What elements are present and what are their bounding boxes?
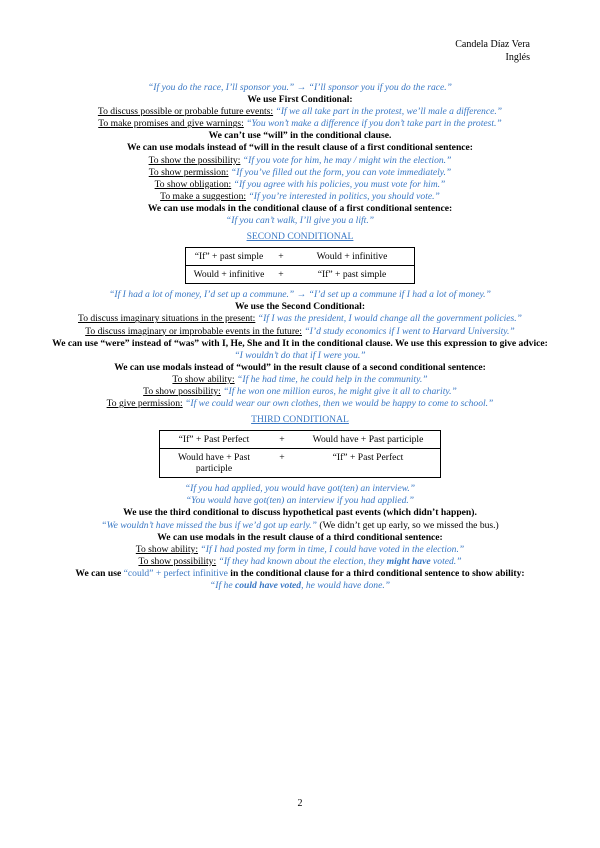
- usage-line: [40, 179, 560, 191]
- rule-text: We can use modals instead of “would” in the result clause of a second conditional sentence:: [114, 361, 486, 373]
- rule-text: We use the Second Conditional:: [234, 301, 366, 313]
- example-text: “I’d study economics if I went to Harvard University.”: [301, 325, 515, 337]
- table-cell: Would have + Past participle: [296, 431, 441, 449]
- table-cell: “If” + Past Perfect: [332, 452, 404, 464]
- usage-label: To make promises and give warnings:: [98, 118, 244, 130]
- table-cell: +: [272, 248, 290, 266]
- rule-text: We can use modals in the result clause of a third conditional sentence:: [157, 531, 443, 543]
- second-conditional-table: [185, 247, 415, 284]
- rule-text: in the conditional clause for a third conditional sentence to show ability:: [227, 567, 525, 579]
- table-row: [160, 449, 441, 478]
- example-sentence: [40, 483, 560, 495]
- rule-heading: [40, 203, 560, 215]
- usage-line: [40, 118, 560, 130]
- example-text: “If you do the race, I’ll sponsor you.” → “I’ll sponsor you if you do the race.”: [147, 82, 453, 93]
- content-body: [40, 82, 560, 592]
- rule-text: We can use modals instead of “will in the result clause of a first conditional sentence:: [127, 142, 473, 154]
- example-text: “If he: [209, 580, 235, 591]
- third-conditional-title: THIRD CONDITIONAL: [251, 414, 349, 426]
- second-conditional-title: SECOND CONDITIONAL: [246, 231, 354, 243]
- table-cell: Would + infinitive: [290, 248, 415, 266]
- example-text: “If he had time, he could help in the community.”: [234, 373, 428, 385]
- rule-heading: [40, 301, 560, 313]
- usage-line: [40, 386, 560, 398]
- rule-heading: [40, 130, 560, 142]
- third-conditional-table: [159, 430, 441, 478]
- usage-line: [40, 155, 560, 167]
- usage-label: To show possibility:: [143, 385, 221, 397]
- example-text: , he would have done.”: [301, 580, 391, 591]
- example-text: “If you vote for him, he may / might win the election.”: [240, 154, 452, 166]
- table-cell: “If” + past simple: [317, 269, 387, 281]
- second-conditional-section: [40, 289, 560, 410]
- page-number: 2: [297, 798, 303, 809]
- example-text: “We wouldn’t have missed the bus if we’d got up early.”: [101, 519, 317, 531]
- example-text: “If you’ve filled out the form, you can vote immediately.”: [228, 166, 452, 178]
- example-sentence: [40, 82, 560, 94]
- rule-text: We can use “were” instead of “was” with I, He, She and It in the conditional clause. We use this expression to give advice:: [52, 337, 548, 349]
- table-cell: “If” + past simple: [186, 248, 273, 266]
- note-text: (We didn’t get up early, so we missed the bus.): [317, 519, 499, 531]
- table-row: [186, 266, 415, 284]
- example-text: “If he won one million euros, he might give it all to charity.”: [220, 385, 457, 397]
- usage-label: To show possibility:: [138, 555, 217, 567]
- author-name: Candela Díaz Vera: [455, 39, 530, 50]
- usage-label: To show ability:: [172, 373, 235, 385]
- example-sentence: [40, 215, 560, 227]
- usage-label: To discuss imaginary or improbable events in the future:: [85, 325, 302, 337]
- table-cell: +: [268, 431, 296, 449]
- rule-heading: [40, 94, 560, 106]
- rule-text: We use the third conditional to discuss hypothetical past events (which didn’t happen).: [123, 507, 477, 519]
- usage-label: To show permission:: [148, 166, 229, 178]
- emphasized-text: might have: [386, 555, 431, 567]
- usage-label: To show the possibility:: [148, 154, 241, 166]
- usage-line: [40, 326, 560, 338]
- example-with-note: [40, 520, 560, 532]
- usage-label: To make a suggestion:: [160, 190, 247, 202]
- usage-label: To discuss possible or probable future events:: [97, 106, 274, 118]
- table-cell: “If” + Past Perfect: [160, 431, 269, 449]
- usage-label: To show ability:: [135, 543, 199, 555]
- table-cell: Would + infinitive: [193, 269, 265, 281]
- example-text: “If I had posted my form in time, I could have voted in the election.”: [198, 543, 465, 555]
- example-text: “If you agree with his policies, you must vote for him.”: [231, 178, 446, 190]
- table-cell: +: [278, 269, 284, 281]
- example-text: “If you had applied, you would have got(ten) an interview.”: [184, 483, 416, 495]
- example-text: “If I was the president, I would change all the government policies.”: [255, 313, 522, 325]
- third-conditional-section: [40, 483, 560, 592]
- usage-line: [40, 544, 560, 556]
- first-conditional-section: [40, 82, 560, 227]
- table-row: [186, 248, 415, 266]
- example-text: “If you’re interested in politics, you should vote.”: [246, 190, 440, 202]
- rule-text: We use First Conditional:: [247, 94, 353, 106]
- rule-heading: [40, 532, 560, 544]
- example-text: “If you can’t walk, I’ll give you a lift.”: [225, 215, 375, 227]
- page-header: [455, 38, 530, 64]
- rule-text: We can’t use “will” in the conditional clause.: [208, 130, 392, 142]
- example-sentence: [40, 289, 560, 301]
- example-text: “If we could wear our own clothes, then we would be happy to come to school.”: [182, 398, 494, 410]
- usage-line: [40, 374, 560, 386]
- table-cell: Would have + Past participle: [177, 452, 251, 475]
- rule-heading: [40, 338, 560, 350]
- example-text: “If I had a lot of money, I’d set up a commune.” → “I’d set up a commune if I had a lot of money.”: [109, 289, 491, 301]
- rule-text: We can use modals in the conditional clause of a first conditional sentence:: [147, 202, 453, 214]
- example-text: “I wouldn’t do that if I were you.”: [234, 349, 366, 361]
- table-row: [160, 431, 441, 449]
- subject-name: Inglés: [505, 52, 530, 63]
- example-text: “If they had known about the election, they: [216, 555, 387, 567]
- table-cell: +: [279, 452, 285, 464]
- example-sentence: [40, 350, 560, 362]
- rule-heading: [40, 568, 560, 580]
- emphasized-text: could have voted: [234, 580, 302, 591]
- example-sentence: [40, 580, 560, 592]
- example-text: “You would have got(ten) an interview if you had applied.”: [185, 495, 415, 507]
- rule-heading: [40, 507, 560, 519]
- usage-line: [40, 313, 560, 325]
- example-text: voted.”: [430, 555, 462, 567]
- rule-heading: [40, 142, 560, 154]
- usage-line: [40, 106, 560, 118]
- usage-line: [40, 398, 560, 410]
- usage-label: To show obligation:: [154, 178, 232, 190]
- rule-text: We can use: [75, 567, 124, 579]
- example-sentence: [40, 495, 560, 507]
- example-text: “You won’t make a difference if you don’t take part in the protest.”: [243, 118, 502, 130]
- usage-line: [40, 167, 560, 179]
- usage-line: [40, 556, 560, 568]
- rule-heading: [40, 362, 560, 374]
- usage-label: To discuss imaginary situations in the present:: [78, 313, 256, 325]
- usage-label: To give permission:: [106, 398, 183, 410]
- usage-line: [40, 191, 560, 203]
- example-text: “If we all take part in the protest, we’ll male a difference.”: [273, 106, 503, 118]
- highlight-text: “could” + perfect infinitive: [123, 567, 228, 579]
